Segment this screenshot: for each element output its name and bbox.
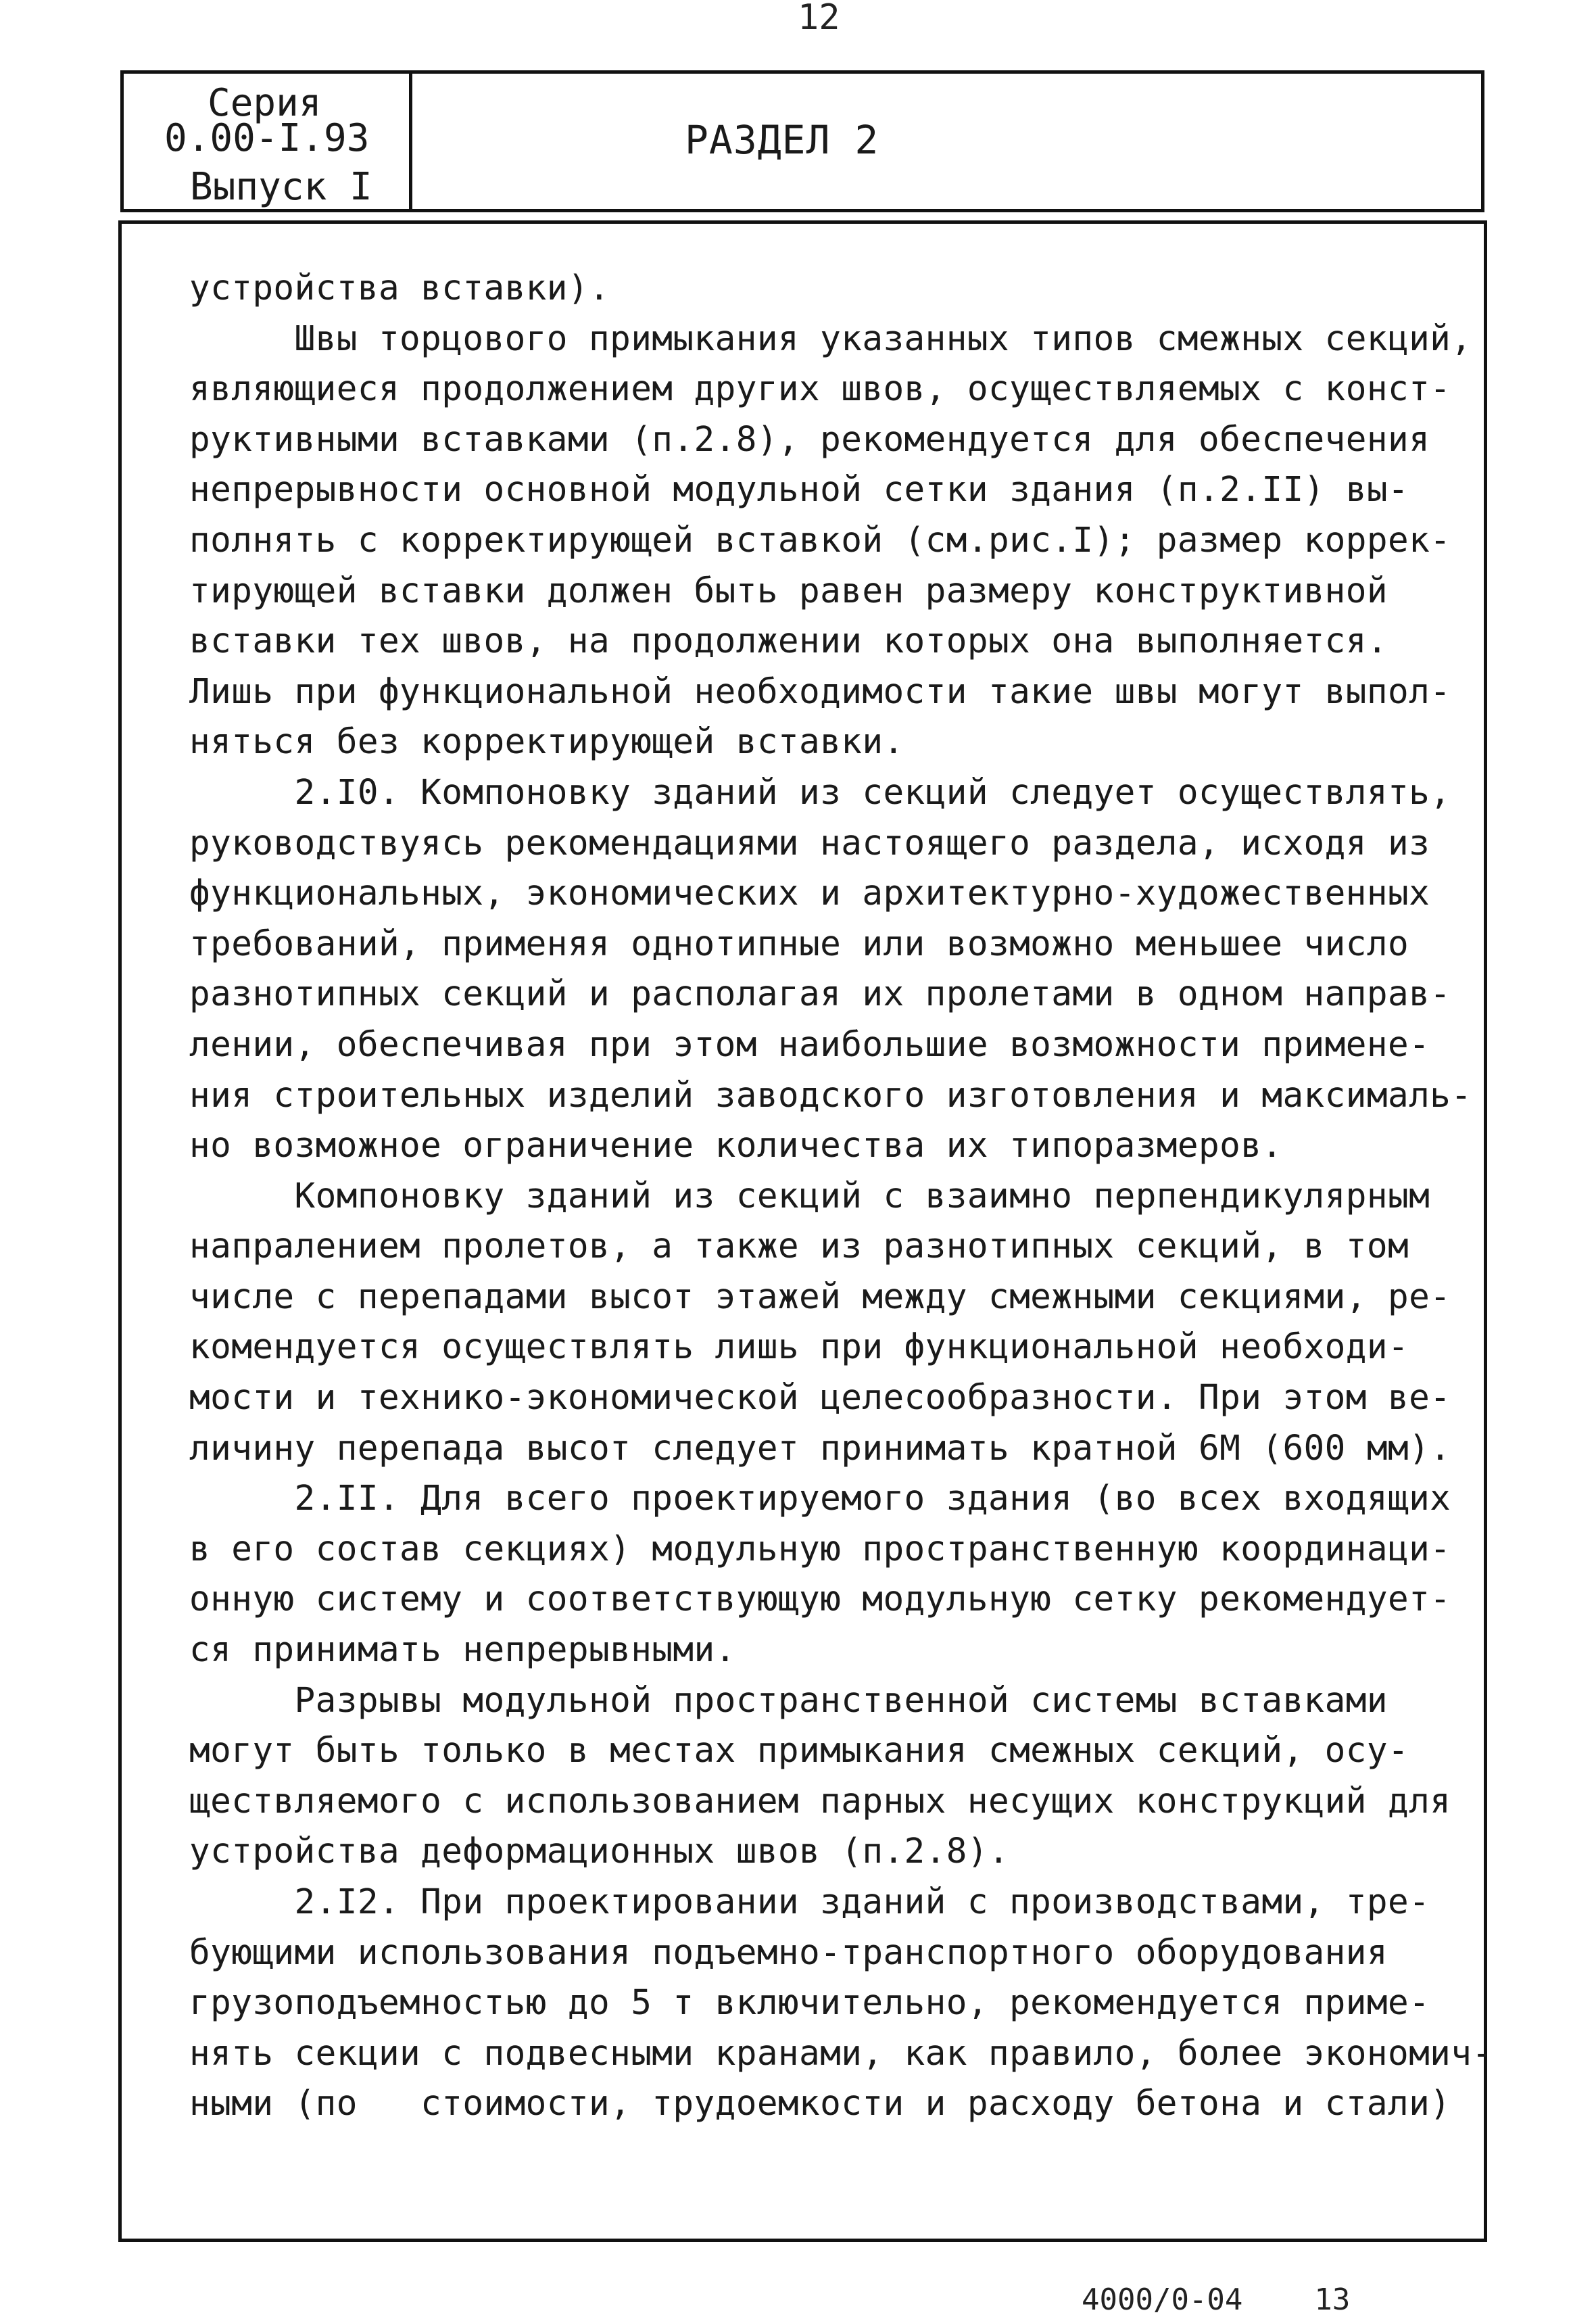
text-line: являющиеся продолжением других швов, осуществляемых с конст- [189, 369, 1451, 410]
footer-page-number: 13 [1314, 2283, 1351, 2317]
text-line: ными (по стоимости, трудоемкости и расходу бетона и стали) [189, 2084, 1451, 2124]
text-line: мости и технико-экономической целесообразности. При этом ве- [189, 1378, 1451, 1418]
text-line: напралением пролетов, а также из разнотипных секций, в том [189, 1226, 1409, 1267]
text-line: комендуется осуществлять лишь при функциональной необходи- [189, 1327, 1409, 1368]
text-line: Лишь при функциональной необходимости такие швы могут выпол- [189, 671, 1451, 712]
text-line: онную систему и соответствующую модульную сетку рекомендует- [189, 1579, 1451, 1620]
text-line: разнотипных секций и располагая их пролетами в одном направ- [189, 974, 1451, 1015]
section-title: РАЗДЕЛ 2 [685, 117, 879, 163]
page-footer [1082, 2285, 1350, 2315]
text-line: могут быть только в местах примыкания смежных секций, осу- [189, 1731, 1409, 1771]
title-block [120, 70, 1484, 212]
text-line: устройства вставки). [189, 268, 610, 308]
text-line: ся принимать непрерывными. [189, 1630, 736, 1671]
text-line: числе с перепадами высот этажей между смежными секциями, ре- [189, 1276, 1451, 1317]
text-line: тирующей вставки должен быть равен размеру конструктивной [189, 571, 1388, 611]
series-label: Серия [208, 81, 322, 125]
issue-label: Выпуск I [190, 165, 372, 209]
text-line: личину перепада высот следует принимать кратной 6М (600 мм). [189, 1428, 1451, 1468]
text-line: в его состав секциях) модульную пространственную координаци- [189, 1529, 1451, 1569]
text-line: 2.II. Для всего проектируемого здания (во всех входящих [189, 1479, 1451, 1519]
text-line: руктивными вставками (п.2.8), рекомендуется для обеспечения [189, 419, 1430, 460]
series-cell [124, 74, 412, 209]
page-number-top: 12 [798, 0, 840, 38]
text-line: требований, применяя однотипные или возможно меньшее число [189, 924, 1409, 964]
footer-code: 4000/0-04 [1082, 2283, 1243, 2317]
text-line: Разрывы модульной пространственной системы вставками [189, 1680, 1388, 1721]
text-line: устройства деформационных швов (п.2.8). [189, 1832, 1010, 1872]
text-line: бующими использования подъемно-транспортного оборудования [189, 1932, 1388, 1973]
text-line: няться без корректирующей вставки. [189, 722, 904, 763]
text-line: но возможное ограничение количества их типоразмеров. [189, 1126, 1283, 1166]
text-line: 2.I2. При проектировании зданий с производствами, тре- [189, 1882, 1430, 1922]
text-line: 2.I0. Компоновку зданий из секций следует осуществлять, [189, 772, 1451, 813]
series-number: 0.00-I.93 [164, 116, 370, 160]
text-line: лении, обеспечивая при этом наибольшие возможности примене- [189, 1024, 1430, 1065]
text-line: непрерывности основной модульной сетки здания (п.2.II) вы- [189, 470, 1409, 510]
text-line: грузоподъемностью до 5 т включительно, рекомендуется приме- [189, 1983, 1430, 2024]
text-line: функциональных, экономических и архитектурно-художественных [189, 874, 1430, 914]
text-line: нять секции с подвесными кранами, как правило, более экономич- [189, 2033, 1493, 2074]
text-line: ния строительных изделий заводского изготовления и максималь- [189, 1075, 1472, 1116]
text-line: ществляемого с использованием парных несущих конструкций для [189, 1781, 1451, 1821]
body-text [189, 264, 1493, 2130]
text-line: Компоновку зданий из секций с взаимно перпендикулярным [189, 1176, 1430, 1216]
text-line: Швы торцового примыкания указанных типов смежных секций, [189, 318, 1472, 359]
text-line: вставки тех швов, на продолжении которых она выполняется. [189, 621, 1388, 662]
text-line: руководствуясь рекомендациями настоящего раздела, исходя из [189, 823, 1430, 863]
text-line: полнять с корректирующей вставкой (см.рис.I); размер коррек- [189, 520, 1451, 560]
